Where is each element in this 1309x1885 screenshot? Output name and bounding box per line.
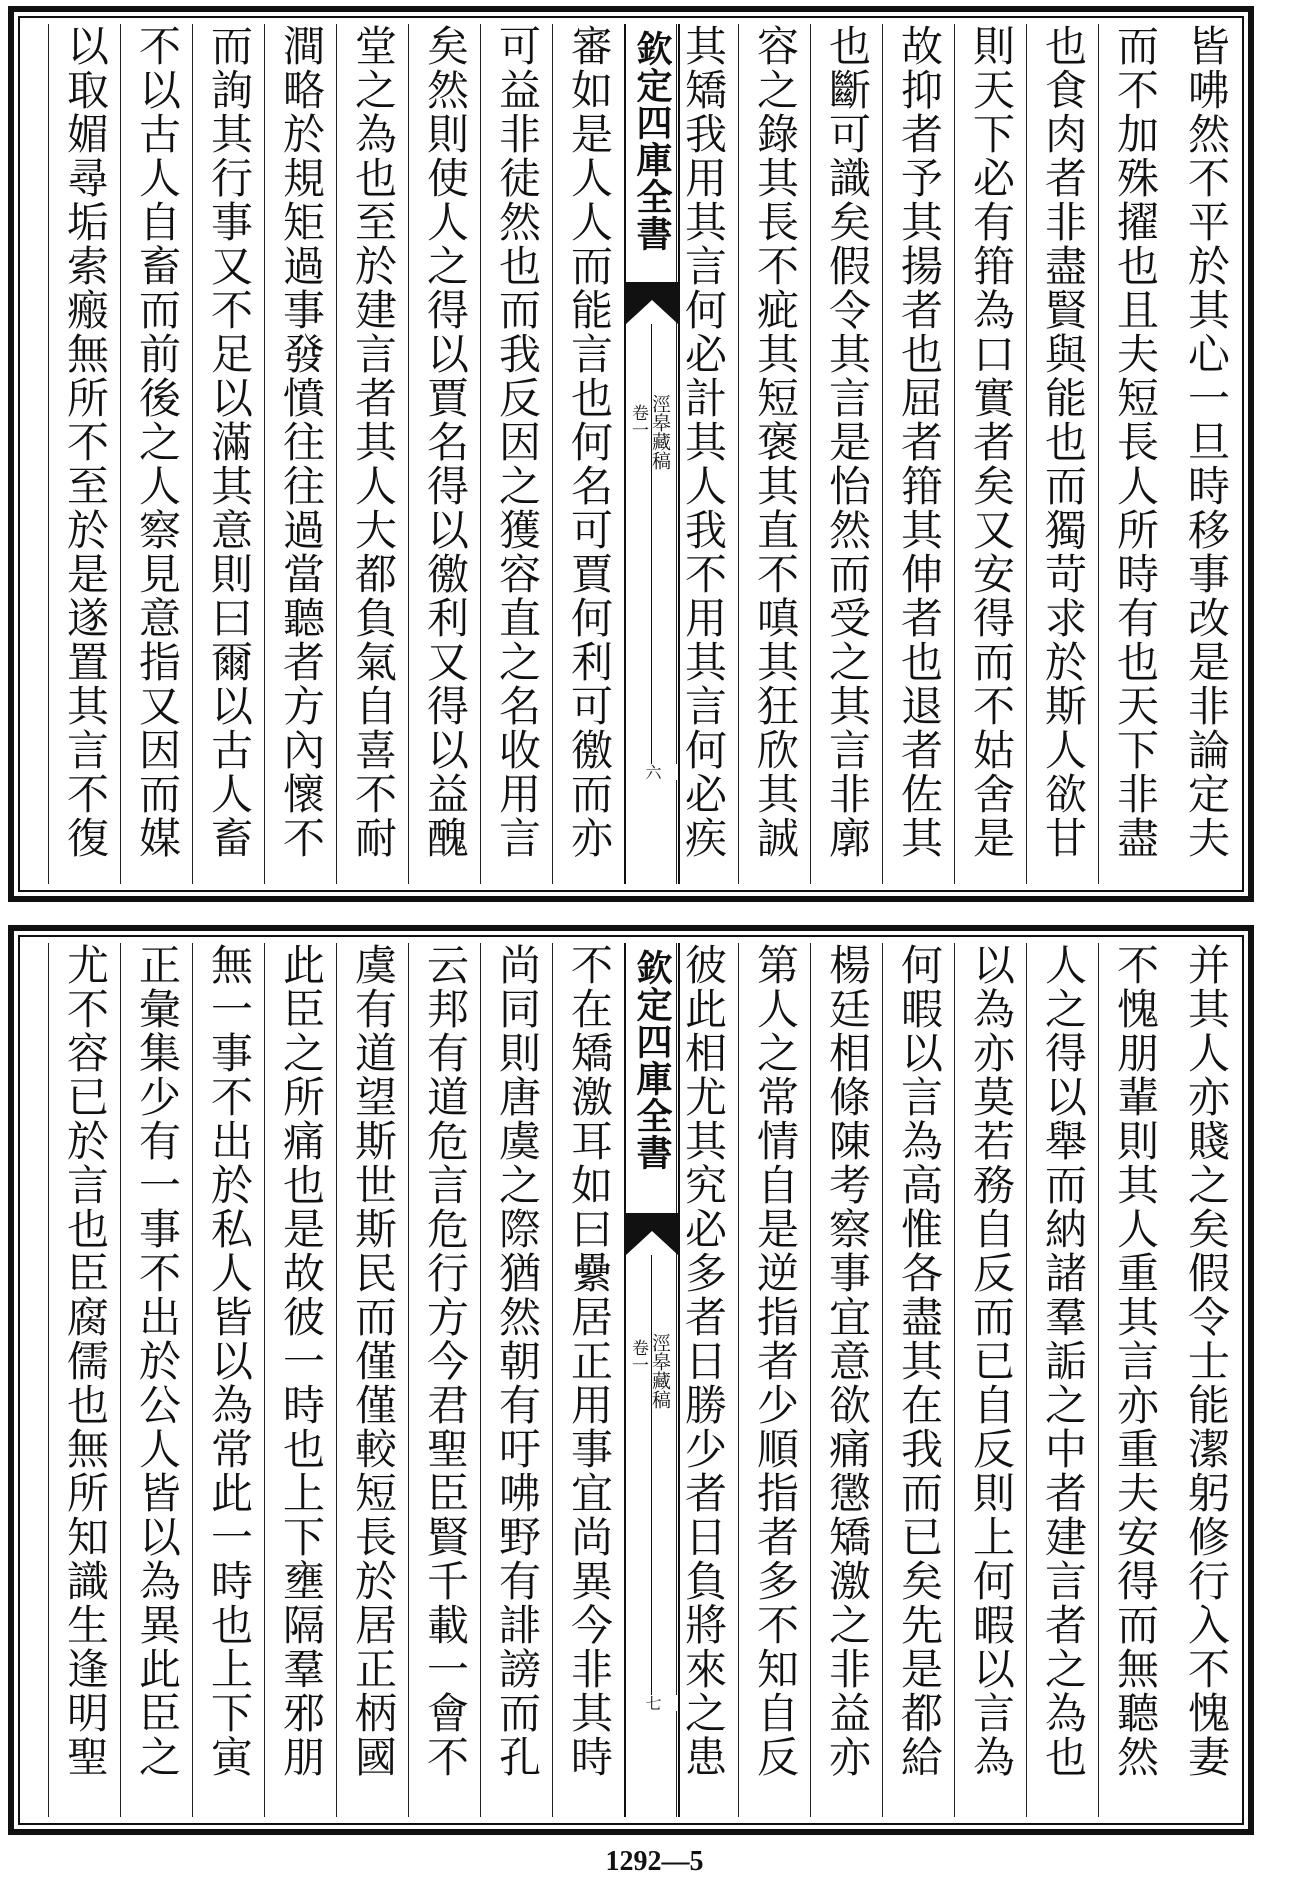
text-column: 也食肉者非盡賢與能也而獨苛求於斯人欲甘	[1026, 24, 1099, 884]
text-column: 尤不容已於言也臣腐儒也無所知識生逢明聖	[48, 943, 121, 1817]
spine-book-title: 涇皋藏稿	[649, 394, 671, 470]
spine-page-number: 七	[626, 1695, 678, 1711]
text-column: 不在矯激耳如曰纍居正用事宜尚異今非其時	[552, 943, 625, 1817]
bottom-page-panel	[8, 925, 1254, 1835]
text-column: 澗略於規矩過事發憤往往過當聽者方內懷不	[264, 24, 337, 884]
text-column: 云邦有道危言危行方今君聖臣賢千載一會不	[408, 943, 481, 1817]
text-column: 故抑者予其揚者也屈者箝其伸者也退者佐其	[882, 24, 955, 884]
text-column: 正彙集少有一事不出於公人皆以為異此臣之	[120, 943, 193, 1817]
text-column: 此臣之所痛也是故彼一時也上下壅隔羣邪朋	[264, 943, 337, 1817]
text-column: 矣然則使人之得以賈名得以徼利又得以益醜	[408, 24, 481, 884]
text-column: 人之得以舉而納諸羣詬之中者建言者之為也	[1026, 943, 1099, 1817]
spine-book-title: 涇皋藏稿	[649, 1333, 671, 1409]
text-column: 而詢其行事又不足以滿其意則曰爾以古人畜	[192, 24, 265, 884]
page-spine	[624, 943, 680, 1817]
text-column: 以取媚尋垢索瘢無所不至於是遂置其言不復	[48, 24, 121, 884]
spine-page-number: 六	[626, 764, 678, 780]
text-column: 也斷可識矣假令其言是怡然而受之其言非廓	[810, 24, 883, 884]
spine-volume: 卷一	[628, 1339, 648, 1373]
page-spine	[624, 24, 680, 884]
spine-title: 欽定四庫全書	[631, 30, 673, 252]
text-column: 并其人亦賤之矣假令士能潔躬修行入不愧妻	[1182, 943, 1231, 1779]
bottom-page-frame	[18, 935, 1244, 1825]
text-column: 堂之為也至於建言者其人大都負氣自喜不耐	[336, 24, 409, 884]
text-column: 可益非徒然也而我反因之獲容直之名收用言	[480, 24, 553, 884]
top-page-frame	[18, 16, 1244, 892]
text-column: 皆咈然不平於其心一旦時移事改是非論定夫	[1182, 24, 1231, 860]
text-column: 而不加殊擢也且夫短長人所時有也天下非盡	[1098, 24, 1171, 884]
text-column: 何暇以言為高惟各盡其在我而已矣先是都給	[882, 943, 955, 1817]
text-column: 審如是人人而能言也何名可賈何利可徼而亦	[552, 24, 625, 884]
spine-rule	[651, 324, 652, 764]
text-column: 楊廷相條陳考察事宜意欲痛懲矯激之非益亦	[810, 943, 883, 1817]
text-column: 第人之常情自是逆指者少順指者多不知自反	[738, 943, 811, 1817]
spine-title: 欽定四庫全書	[631, 949, 673, 1171]
text-column: 以為亦莫若務自反而已自反則上何暇以言為	[954, 943, 1027, 1817]
text-column: 則天下必有箝為口實者矣又安得而不姑舍是	[954, 24, 1027, 884]
text-column: 無一事不出於私人皆以為常此一時也上下寅	[192, 943, 265, 1817]
spine-rule	[651, 1255, 652, 1695]
text-column: 容之錄其長不疵其短褒其直不嗔其狂欣其誠	[738, 24, 811, 884]
text-column: 尚同則唐虞之際猶然朝有吁咈野有誹謗而孔	[480, 943, 553, 1817]
text-column: 不愧朋輩則其人重其言亦重夫安得而無聽然	[1098, 943, 1171, 1817]
text-column: 其矯我用其言何必計其人我不用其言何必疾	[676, 24, 739, 884]
spine-volume: 卷一	[628, 404, 648, 438]
text-column: 不以古人自畜而前後之人察見意指又因而媒	[120, 24, 193, 884]
fish-tail-icon	[626, 282, 678, 324]
top-page-panel	[8, 6, 1254, 902]
fish-tail-icon	[626, 1213, 678, 1255]
text-column: 虞有道望斯世斯民而僅僅較短長於居正柄國	[336, 943, 409, 1817]
footer-page-number: 1292—5	[605, 1846, 704, 1877]
text-column: 彼此相尤其究必多者日勝少者日負將來之患	[676, 943, 739, 1817]
